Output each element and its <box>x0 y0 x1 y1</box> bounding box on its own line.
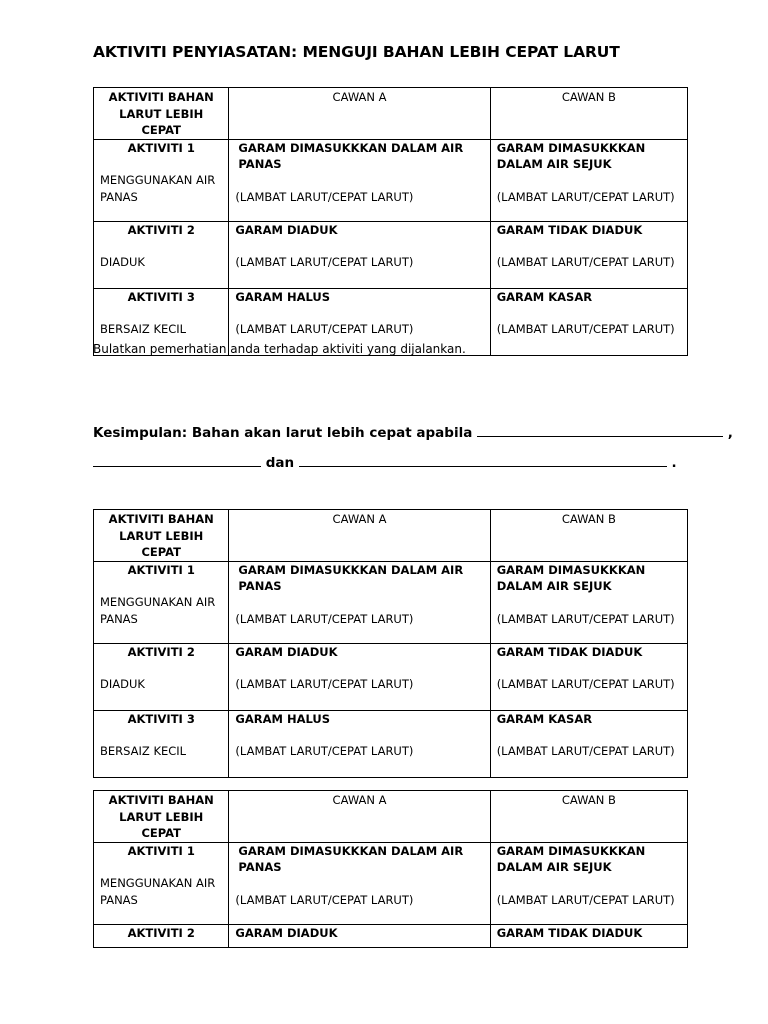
table-row <box>94 643 688 710</box>
header-activity: AKTIVITI BAHAN LARUT LEBIH CEPAT <box>94 510 229 562</box>
cawan-a-option[interactable]: (LAMBAT LARUT/CEPAT LARUT) <box>235 892 414 907</box>
cawan-a-cell[interactable] <box>229 710 490 777</box>
table-row <box>94 924 688 947</box>
header-cawan-a: CAWAN A <box>229 88 490 140</box>
activity-name: AKTIVITI 1 <box>127 140 195 155</box>
table-header-row <box>94 510 688 562</box>
cawan-b-cell[interactable] <box>490 221 687 288</box>
activity-name: AKTIVITI 3 <box>127 711 195 726</box>
table-row <box>94 139 688 221</box>
cawan-b-cell[interactable] <box>490 561 687 643</box>
cawan-b-cell[interactable] <box>490 924 687 947</box>
cawan-b-cell[interactable] <box>490 288 687 355</box>
cawan-a-cell[interactable] <box>229 139 490 221</box>
activity-cell <box>94 643 229 710</box>
cawan-a-option[interactable]: (LAMBAT LARUT/CEPAT LARUT) <box>235 255 414 269</box>
header-cawan-a: CAWAN A <box>229 510 490 562</box>
activity-cell <box>94 710 229 777</box>
activity-name: AKTIVITI 2 <box>127 925 195 940</box>
activity-name: AKTIVITI 3 <box>127 289 195 304</box>
conclusion-comma: , <box>727 425 733 441</box>
cawan-a-cell[interactable] <box>229 221 490 288</box>
cawan-a-treatment: GARAM HALUS <box>235 289 331 304</box>
cawan-b-cell[interactable] <box>490 139 687 221</box>
activity-name: AKTIVITI 1 <box>127 562 195 577</box>
cawan-b-option[interactable]: (LAMBAT LARUT/CEPAT LARUT) <box>496 892 675 907</box>
table-row <box>94 561 688 643</box>
header-cawan-b: CAWAN B <box>490 510 687 562</box>
activity-cell <box>94 924 229 947</box>
header-cawan-a: CAWAN A <box>229 791 490 843</box>
activity-description: BERSAIZ KECIL <box>100 322 187 336</box>
cawan-a-treatment: GARAM DIMASUKKKAN DALAM AIR PANAS <box>238 562 464 593</box>
cawan-b-option[interactable]: (LAMBAT LARUT/CEPAT LARUT) <box>496 189 675 204</box>
activity-description: BERSAIZ KECIL <box>100 744 187 758</box>
table-header-row <box>94 791 688 843</box>
cawan-a-cell[interactable] <box>229 924 490 947</box>
activity-table-3 <box>93 790 688 948</box>
activity-cell <box>94 561 229 643</box>
cawan-b-treatment: GARAM TIDAK DIADUK <box>496 925 643 940</box>
cawan-b-treatment: GARAM DIMASUKKKAN DALAM AIR SEJUK <box>496 562 646 593</box>
cawan-a-treatment: GARAM DIMASUKKKAN DALAM AIR PANAS <box>238 140 464 171</box>
conclusion-blank-1[interactable] <box>477 424 723 437</box>
cawan-a-option[interactable]: (LAMBAT LARUT/CEPAT LARUT) <box>235 322 414 336</box>
conclusion-blank-2[interactable] <box>93 454 261 467</box>
cawan-b-treatment: GARAM KASAR <box>496 711 593 726</box>
cawan-a-treatment: GARAM DIADUK <box>235 222 338 237</box>
cawan-b-treatment: GARAM KASAR <box>496 289 593 304</box>
cawan-b-treatment: GARAM TIDAK DIADUK <box>496 644 643 659</box>
activity-name: AKTIVITI 2 <box>127 644 195 659</box>
activity-cell <box>94 139 229 221</box>
table-header-row <box>94 88 688 140</box>
conclusion-prefix: Kesimpulan: Bahan akan larut lebih cepat apabila <box>93 425 473 441</box>
activity-table-1 <box>93 87 688 356</box>
activity-name: AKTIVITI 2 <box>127 222 195 237</box>
conclusion-period: . <box>671 455 677 471</box>
instruction-note: Bulatkan pemerhatian anda terhadap aktiviti yang dijalankan. <box>93 342 466 356</box>
cawan-b-option[interactable]: (LAMBAT LARUT/CEPAT LARUT) <box>496 677 675 691</box>
table-row <box>94 710 688 777</box>
conclusion-line-2 <box>93 454 677 471</box>
cawan-a-cell[interactable] <box>229 842 490 924</box>
conclusion-blank-3[interactable] <box>299 454 667 467</box>
header-activity: AKTIVITI BAHAN LARUT LEBIH CEPAT <box>94 791 229 843</box>
cawan-a-option[interactable]: (LAMBAT LARUT/CEPAT LARUT) <box>235 677 414 691</box>
cawan-b-option[interactable]: (LAMBAT LARUT/CEPAT LARUT) <box>496 255 675 269</box>
activity-description: MENGGUNAKAN AIR PANAS <box>100 595 216 626</box>
cawan-a-option[interactable]: (LAMBAT LARUT/CEPAT LARUT) <box>235 611 414 626</box>
activity-table-2 <box>93 509 688 778</box>
header-cawan-b: CAWAN B <box>490 88 687 140</box>
activity-cell <box>94 842 229 924</box>
cawan-a-treatment: GARAM DIADUK <box>235 925 338 940</box>
activity-description: MENGGUNAKAN AIR PANAS <box>100 876 216 907</box>
activity-description: DIADUK <box>100 677 145 691</box>
cawan-b-treatment: GARAM DIMASUKKKAN DALAM AIR SEJUK <box>496 843 646 874</box>
table-row <box>94 221 688 288</box>
cawan-a-cell[interactable] <box>229 561 490 643</box>
header-cawan-b: CAWAN B <box>490 791 687 843</box>
conclusion-joiner: dan <box>265 455 295 471</box>
activity-cell <box>94 221 229 288</box>
cawan-a-treatment: GARAM DIMASUKKKAN DALAM AIR PANAS <box>238 843 464 874</box>
cawan-b-option[interactable]: (LAMBAT LARUT/CEPAT LARUT) <box>496 611 675 626</box>
cawan-b-treatment: GARAM DIMASUKKKAN DALAM AIR SEJUK <box>496 140 646 171</box>
cawan-b-option[interactable]: (LAMBAT LARUT/CEPAT LARUT) <box>496 744 675 758</box>
cawan-a-treatment: GARAM DIADUK <box>235 644 338 659</box>
table-row <box>94 842 688 924</box>
cawan-b-cell[interactable] <box>490 842 687 924</box>
cawan-a-option[interactable]: (LAMBAT LARUT/CEPAT LARUT) <box>235 744 414 758</box>
cawan-b-treatment: GARAM TIDAK DIADUK <box>496 222 643 237</box>
activity-name: AKTIVITI 1 <box>127 843 195 858</box>
cawan-a-option[interactable]: (LAMBAT LARUT/CEPAT LARUT) <box>235 189 414 204</box>
header-activity: AKTIVITI BAHAN LARUT LEBIH CEPAT <box>94 88 229 140</box>
page-title: AKTIVITI PENYIASATAN: MENGUJI BAHAN LEBIH CEPAT LARUT <box>93 43 620 61</box>
cawan-a-treatment: GARAM HALUS <box>235 711 331 726</box>
cawan-a-cell[interactable] <box>229 643 490 710</box>
activity-description: DIADUK <box>100 255 145 269</box>
activity-description: MENGGUNAKAN AIR PANAS <box>100 173 216 204</box>
cawan-b-cell[interactable] <box>490 643 687 710</box>
cawan-b-option[interactable]: (LAMBAT LARUT/CEPAT LARUT) <box>496 322 675 336</box>
cawan-b-cell[interactable] <box>490 710 687 777</box>
conclusion-line-1 <box>93 424 733 441</box>
